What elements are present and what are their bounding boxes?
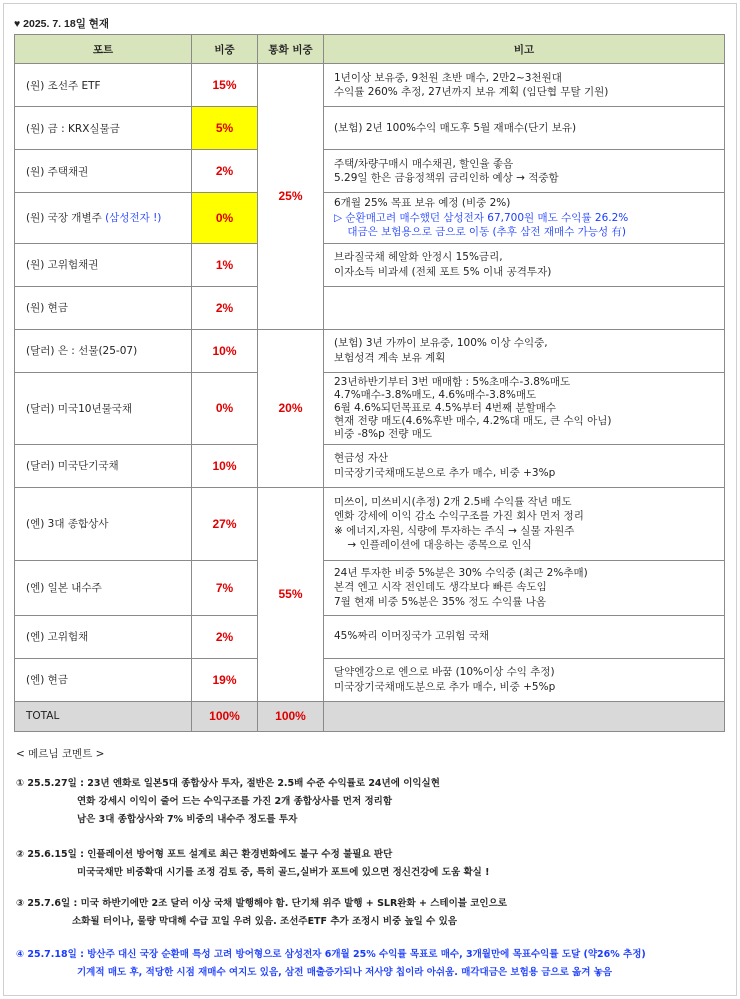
total-weight: 100% <box>192 701 258 731</box>
table-row <box>15 150 725 193</box>
comment-item-3 <box>16 895 507 931</box>
port-weight: 2% <box>192 286 258 329</box>
total-label: TOTAL <box>15 701 192 731</box>
comment-line: ③ 25.7.6일 : 미국 하반기에만 2조 달러 이상 국채 발행해야 함. 단기채 위주 발행 + SLR완화 + 스테이블 코인으로 <box>16 898 507 909</box>
note-line: (보험) 3년 가까이 보유중, 100% 이상 수익중, <box>334 337 548 349</box>
table-row <box>15 64 725 107</box>
note-line: 7월 현재 비중 5%분은 35% 정도 수익률 나옴 <box>334 595 547 608</box>
port-name: (엔) 고위험채 <box>15 615 192 658</box>
note-line: 미국장기국채매도분으로 추가 매수, 비중 +3%p <box>334 466 556 479</box>
note-line: 브라질국채 헤알화 안정시 15%금리, <box>334 251 503 263</box>
header-weight: 비중 <box>192 35 258 64</box>
comment-line: ② 25.6.15일 : 인플레이션 방어형 포트 설계로 최근 환경변화에도 불구 수정 불필요 판단 <box>16 849 393 860</box>
note-line: 엔화 강세에 이익 감소 수익구조를 가진 회사 먼저 정리 <box>334 510 584 522</box>
port-note <box>324 487 725 560</box>
table-row <box>15 444 725 487</box>
port-name: (엔) 일본 내수주 <box>15 560 192 615</box>
table-header-row <box>15 35 725 64</box>
comment-line: ① 25.5.27일 : 23년 엔화로 일본5대 종합상사 투자, 절반은 2.5배 수준 수익률로 24년에 이익실현 <box>16 778 440 789</box>
port-name: (원) 주택채권 <box>15 150 192 193</box>
port-weight: 0% <box>192 372 258 444</box>
header-port: 포트 <box>15 35 192 64</box>
port-weight: 19% <box>192 658 258 701</box>
table-row <box>15 243 725 286</box>
note-line: 주택/차량구매시 매수채권, 할인율 좋음 <box>334 157 514 170</box>
note-line: 45%짜리 이머징국가 고위험 국채 <box>334 630 490 643</box>
port-note <box>324 444 725 487</box>
port-name: (달러) 미국10년물국채 <box>15 372 192 444</box>
port-note <box>324 150 725 193</box>
table-row <box>15 487 725 560</box>
port-weight: 15% <box>192 64 258 107</box>
comment-line: ④ 25.7.18일 : 방산주 대신 국장 순환매 특성 고려 방어형으로 삼성전자 6개월 25% 수익률 목표로 매수, 3개월만에 목표수익률 도달 (약26% 추정) <box>16 949 646 960</box>
note-line-highlight: 대금은 보험용으로 금으로 이동 (추후 삼전 재매수 가능성 有) <box>334 226 627 238</box>
port-note <box>324 372 725 444</box>
total-currency-weight: 100% <box>258 701 324 731</box>
port-name: (원) 금 : KRX실물금 <box>15 107 192 150</box>
note-line: → 인플레이션에 대응하는 종목으로 인식 <box>334 539 532 551</box>
note-line: 6월 4.6%되던목표로 4.5%부터 4번째 분할매수 <box>334 401 557 414</box>
comment-line: 남은 3대 종합상사와 7% 비중의 내수주 정도를 투자 <box>77 814 298 825</box>
portfolio-table <box>14 34 725 732</box>
port-note <box>324 615 725 658</box>
table-row <box>15 193 725 244</box>
note-line: 23년하반기부터 3번 매매함 : 5%초매수-3.8%매도 <box>334 375 571 388</box>
comment-line: 소화될 터이나, 물량 막대해 수급 꼬일 우려 있음. 조선주ETF 추가 조정시 비중 높일 수 있음 <box>72 916 457 927</box>
port-name: (달러) 은 : 선물(25-07) <box>15 329 192 372</box>
port-name: (원) 현금 <box>15 286 192 329</box>
port-weight: 10% <box>192 444 258 487</box>
port-weight: 10% <box>192 329 258 372</box>
note-line-highlight: ▷ 순환매고려 매수했던 삼성전자 67,700원 매도 수익률 26.2% <box>334 211 629 224</box>
port-note <box>324 286 725 329</box>
port-name: (엔) 현금 <box>15 658 192 701</box>
port-name-highlight: (삼성전자 !) <box>105 212 162 225</box>
port-weight: 2% <box>192 615 258 658</box>
port-name: (원) 고위험채권 <box>15 243 192 286</box>
comment-line: 기계적 매도 후, 적당한 시점 재매수 여지도 있음, 삼전 매출증가되나 저사양 칩이라 아쉬움. 매각대금은 보험용 금으로 옮겨 놓음 <box>77 967 613 978</box>
currency-weight-krw: 25% <box>258 64 324 330</box>
port-note <box>324 193 725 244</box>
port-weight: 7% <box>192 560 258 615</box>
note-line: 5.29일 한은 금융정책위 금리인하 예상 → 적중함 <box>334 172 559 184</box>
port-weight: 1% <box>192 243 258 286</box>
currency-weight-usd: 20% <box>258 329 324 487</box>
note-line: 비중 -8%p 전량 매도 <box>334 427 432 440</box>
table-row <box>15 560 725 615</box>
port-note <box>324 107 725 150</box>
port-weight: 2% <box>192 150 258 193</box>
header-note: 비고 <box>324 35 725 64</box>
note-line: 미국장기국채매도분으로 추가 매수, 비중 +5%p <box>334 680 556 693</box>
note-line: 달약엔강으로 엔으로 바꿈 (10%이상 수익 추정) <box>334 666 555 678</box>
port-name: (엔) 3대 종합상사 <box>15 487 192 560</box>
total-row <box>15 701 725 731</box>
currency-weight-jpy: 55% <box>258 487 324 701</box>
note-line: 6개월 25% 목표 보유 예정 (비중 2%) <box>334 197 511 209</box>
comment-line: 미국국채만 비중확대 시기를 조정 검토 중, 특히 골드,실버가 포트에 있으면 정신건강에 도움 확실 ! <box>77 867 490 878</box>
port-weight: 0% <box>192 193 258 244</box>
note-line: 현금성 자산 <box>334 452 389 464</box>
table-row <box>15 615 725 658</box>
note-line: 4.7%매수-3.8%매도, 4.6%매수-3.8%매도 <box>334 388 537 401</box>
port-note <box>324 329 725 372</box>
note-line: (보험) 2년 100%수익 매도후 5월 재매수(단기 보유) <box>334 121 577 134</box>
comment-line: 연화 강세시 이익이 줄어 드는 수익구조를 가진 2개 종합상사를 먼저 정리함 <box>77 796 392 807</box>
port-note <box>324 658 725 701</box>
header-currency-weight: 통화 비중 <box>258 35 324 64</box>
port-name-main: (원) 국장 개별주 <box>26 212 106 225</box>
table-row <box>15 658 725 701</box>
note-line: ※ 에너지,자원, 식량에 투자하는 주식 → 실물 자원주 <box>334 524 575 537</box>
table-row <box>15 372 725 444</box>
note-line: 수익률 260% 추정, 27년까지 보유 계획 (임단협 무탈 기원) <box>334 86 609 98</box>
note-line: 1년이상 보유중, 9천원 초반 매수, 2만2~3천원대 <box>334 71 562 84</box>
note-line: 미쓰이, 미쓰비시(추정) 2개 2.5배 수익률 작년 매도 <box>334 495 572 508</box>
port-note <box>324 64 725 107</box>
note-line: 24년 투자한 비중 5%분은 30% 수익중 (최근 2%추매) <box>334 566 588 579</box>
comments-title: < 메르님 코멘트 > <box>16 748 105 760</box>
port-note <box>324 560 725 615</box>
total-note <box>324 701 725 731</box>
port-weight: 5% <box>192 107 258 150</box>
comment-item-1 <box>16 775 440 829</box>
port-weight: 27% <box>192 487 258 560</box>
table-row <box>15 329 725 372</box>
port-note <box>324 243 725 286</box>
table-row <box>15 107 725 150</box>
table-row <box>15 286 725 329</box>
note-line: 이자소득 비과세 (전체 포트 5% 이내 공격투자) <box>334 265 552 278</box>
note-line: 본격 엔고 시작 전인데도 생각보다 빠른 속도임 <box>334 581 547 594</box>
note-line: 보험성격 계속 보유 계획 <box>334 351 446 364</box>
date-line: ♥ 2025. 7. 18일 현재 <box>14 18 110 30</box>
comment-item-4 <box>16 946 646 982</box>
port-name: (달러) 미국단기국채 <box>15 444 192 487</box>
comment-item-2 <box>16 846 489 882</box>
note-line: 현재 전량 매도(4.6%후반 매수, 4.2%대 매도, 큰 수익 아님) <box>334 414 612 427</box>
port-name <box>15 193 192 244</box>
port-name: (원) 조선주 ETF <box>15 64 192 107</box>
